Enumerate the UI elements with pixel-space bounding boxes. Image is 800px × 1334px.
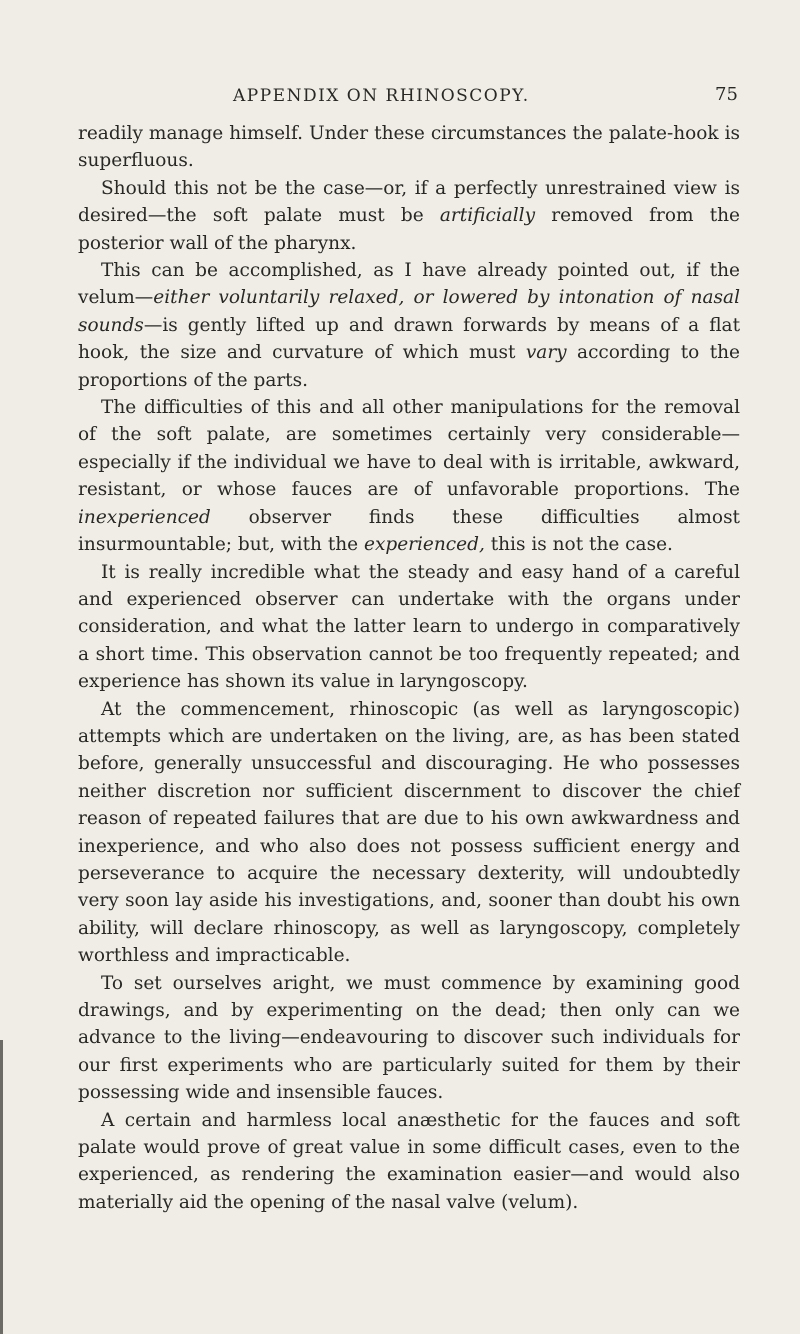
- text-run: It is really incredible what the steady and easy hand of a careful and experienced observer can undertake with the organs under consideration, and what the latter learn to undergo in comparatively a short time. This observation cannot be too frequently repeated; and experience has shown its value in laryngoscopy.: [78, 561, 740, 693]
- text-run: This can be accomplished, as I have already pointed out, if the velum—: [78, 260, 740, 309]
- text-run: according to the proportions of the parts.: [78, 342, 740, 391]
- paragraph-6: [78, 696, 740, 970]
- italic-run: vary: [525, 342, 567, 364]
- italic-run: inexperienced: [78, 506, 211, 528]
- text-run: Should this not be the case—or, if a perfectly unrestrained view is desired—the soft palate must be: [78, 177, 740, 227]
- text-run: this is not the case.: [484, 534, 673, 556]
- text-run: removed from the posterior wall of the pharynx.: [78, 205, 741, 254]
- paragraph-5: [78, 559, 740, 696]
- paragraph-3: [78, 257, 740, 394]
- text-run: —is gently lifted up and drawn forwards by means of a flat hook, the size and curvature of which must: [78, 314, 740, 364]
- italic-run: either voluntarily relaxed, or lowered by intonation of nasal sounds: [78, 287, 740, 336]
- italic-run: artificially: [439, 205, 536, 227]
- text-run: A certain and harmless local anæsthetic for the fauces and soft palate would prove of great value in some difficult cases, even to the experienced, as rendering the examination easier—and would also materially aid the opening of the nasal valve (velum).: [78, 1109, 740, 1213]
- page-number: 75: [715, 84, 738, 105]
- paragraph-4: [78, 394, 740, 558]
- text-run: To set ourselves aright, we must commence by examining good drawings, and by experimenting on the dead; then only can we advance to the living—endeavouring to discover such individuals for our first experiments who are particularly suited for them by their possessing wide and insensible fauces.: [78, 972, 740, 1104]
- text-run: readily manage himself. Under these circumstances the palate-hook is superfluous.: [78, 123, 740, 172]
- paragraph-1: [78, 120, 740, 175]
- text-run: The difficulties of this and all other manipulations for the removal of the soft palate, are sometimes certainly very considerable—especially if the individual we have to deal with is irritable, awkward, resistant, or whose fauces are of unfavorable proportions. The: [78, 397, 740, 501]
- text-run: observer finds these difficulties almost insurmountable; but, with the: [78, 506, 740, 556]
- running-header: APPENDIX ON RHINOSCOPY.: [233, 86, 530, 106]
- italic-run: experienced,: [364, 534, 485, 556]
- paragraph-7: [78, 970, 740, 1107]
- text-run: At the commencement, rhinoscopic (as well as laryngoscopic) attempts which are undertaken on the living, are, as has been stated before, generally unsuccessful and discouraging. He who possesses neither discretion nor sufficient discernment to discover the chief reason of repeated failures that are due to his own awkwardness and inexperience, and who also does not possess sufficient energy and perseverance to acquire the necessary dexterity, will undoubtedly very soon lay aside his investigations, and, sooner than doubt his own ability, will declare rhinoscopy, as well as laryngoscopy, completely worthless and impracticable.: [78, 698, 740, 967]
- paragraph-8: [78, 1107, 740, 1217]
- paragraph-2: [78, 175, 740, 257]
- body-text: [78, 120, 740, 1216]
- page-edge-shadow: [0, 1040, 3, 1334]
